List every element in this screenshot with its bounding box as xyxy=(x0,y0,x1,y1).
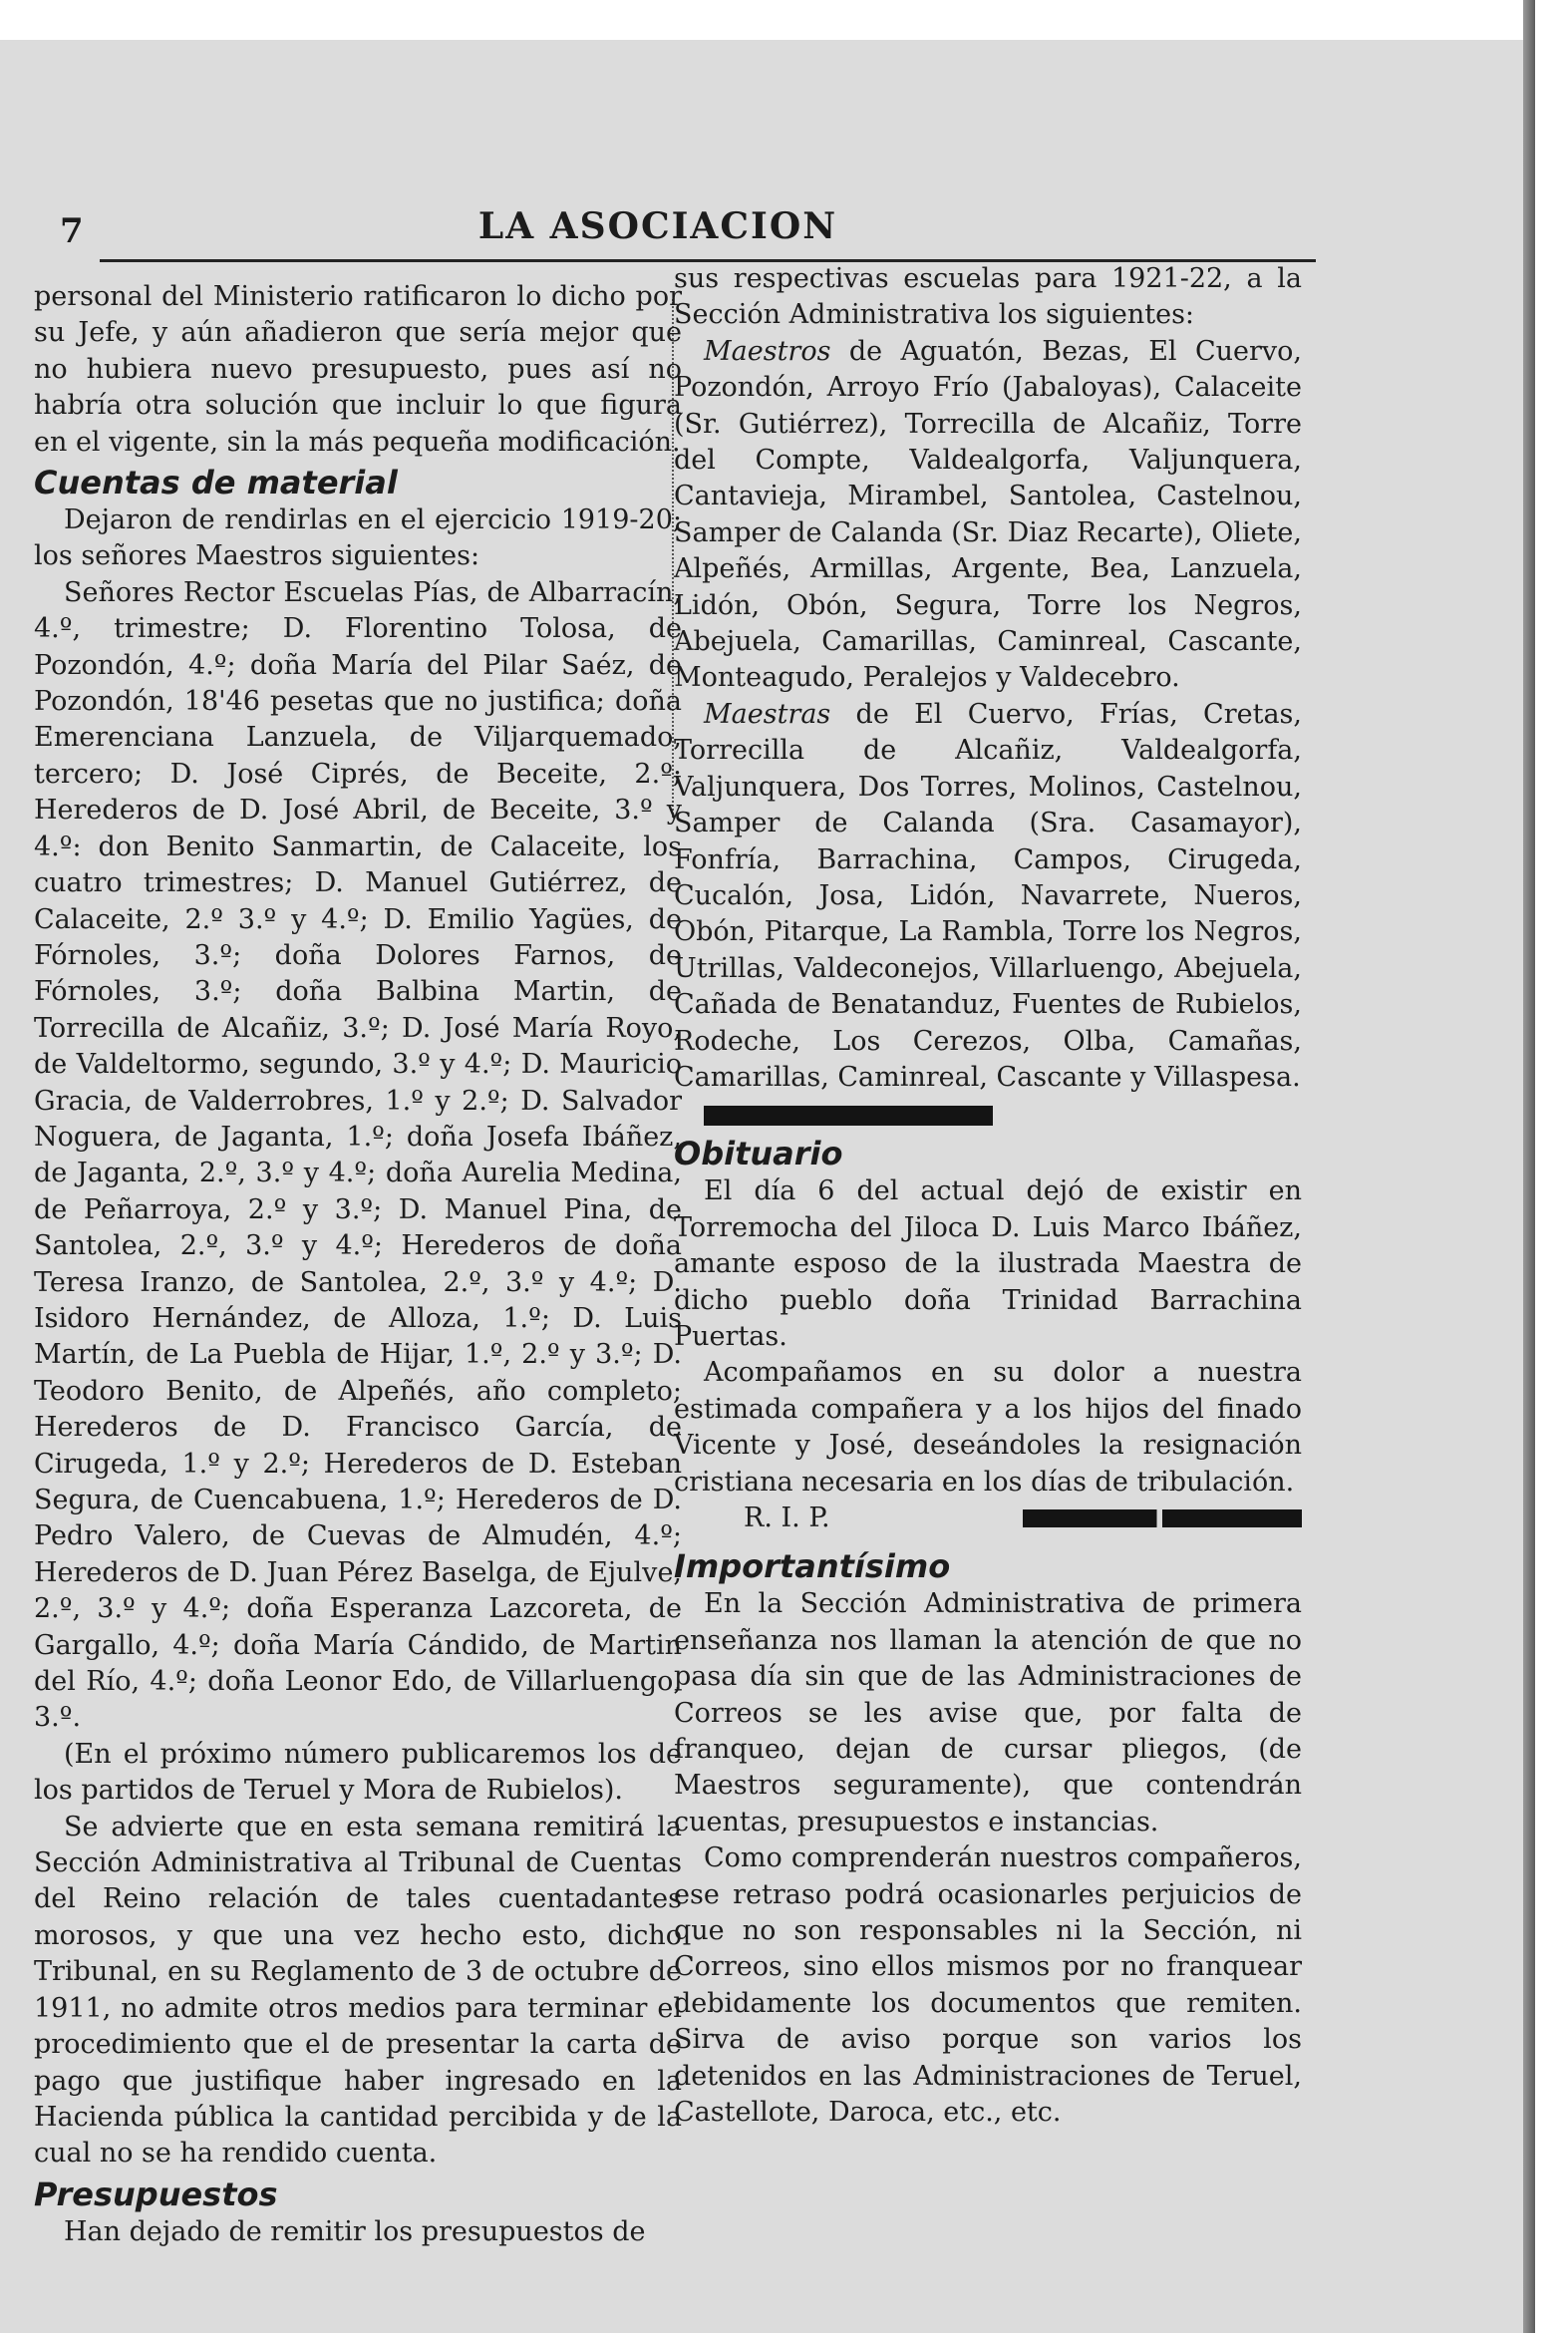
paragraph: Acompañamos en su dolor a nuestra estimada compañera y a los hijos del finado Vicente y José, deseándoles la resignación cristiana necesaria en los días de tribulación. xyxy=(674,1357,1302,1498)
paragraph: personal del Ministerio ratificaron lo dicho por su Jefe, y aún añadieron que sería mejor que no hubiera nuevo presupuesto, pues así no habría otra solución que incluir lo que figura en el vigente, sin la más pequeña modificación. xyxy=(34,281,682,458)
maestros-label: Maestros xyxy=(704,335,831,367)
left-column xyxy=(34,279,682,2250)
right-column xyxy=(674,261,1302,2132)
paragraph: Señores Rector Escuelas Pías, de Albarracín, 4.º, trimestre; D. Florentino Tolosa, de Pozondón, 4.º; doña María del Pilar Saéz, de Pozondón, 18'46 pesetas que no justifica; doña Emerenciana Lanzuela, de Viljarquemado, tercero; D. José Ciprés, de Beceite, 2.º; Herederos de D. José Abril, de Beceite, 3.º y 4.º: don Benito Sanmartin, de Calaceite, los cuatro trimestres; D. Manuel Gutiérrez, de Calaceite, 2.º 3.º y 4.º; D. Emilio Yagües, de Fórnoles, 3.º; doña Dolores Farnos, de Fórnoles, 3.º; doña Balbina Martin, de Torrecilla de Alcañiz, 3.º; D. José María Royo, de Valdeltormo, segundo, 3.º y 4.º; D. Mauricio Gracia, de Valderrobres, 1.º y 2.º; D. Salvador Noguera, de Jaganta, 1.º; doña Josefa Ibáñez, de Jaganta, 2.º, 3.º y 4.º; doña Aurelia Medina, de Peñarroya, 2.º y 3.º; D. Manuel Pina, de Santolea, 2.º, 3.º y 4.º; Herederos de doña Teresa Iranzo, de Santolea, 2.º, 3.º y 4.º; D. Isidoro Hernández, de Alloza, 1.º; D. Luis Martín, de La Puebla de Hijar, 1.º, 2.º y 3.º; D. Teodoro Benito, de Alpeñés, año completo; Herederos de D. Francisco García, de Cirugeda, 1.º y 2.º; Herederos de D. Esteban Segura, de Cuencabuena, 1.º; Herederos de D. Pedro Valero, de Cuevas de Almudén, 4.º; Herederos de D. Juan Pérez Baselga, de Ejulve, 2.º, 3.º y 4.º; doña Esperanza Lazcoreta, de Gargallo, 4.º; doña María Cándido, de Martin del Río, 4.º; doña Leonor Edo, de Villarluengo, 3.º. xyxy=(34,576,682,1734)
paragraph: Como comprenderán nuestros compañeros, ese retraso podrá ocasionarles perjuicios de que no son responsables ni la Sección, ni Correos, sino ellos mismos por no franquear debidamente los documentos que remiten. Sirva de aviso porque son varios los detenidos en las Administraciones de Teruel, Castellote, Daroca, etc., etc. xyxy=(674,1842,1302,2129)
separator-bar xyxy=(704,1106,993,1126)
section-heading-obituario: Obituario xyxy=(674,1135,843,1173)
section-heading-presupuestos: Presupuestos xyxy=(34,2174,278,2213)
separator-bar xyxy=(1023,1509,1302,1527)
maestras-list: de El Cuervo, Frías, Cretas, Torrecilla de Alcañiz, Valdealgorfa, Valjunquera, Dos Torres, Molinos, Castelnou, Samper de Calanda (Sra. Casamayor), Fonfría, Barrachina, Campos, Cirugeda, Cucalón, Josa, Lidón, Navarrete, Nueros, Obón, Pitarque, La Rambla, Torre los Negros, Utrillas, Valdeconejos, Villarluengo, Abejuela, Cañada de Benatanduz, Fuentes de Rubielos, Rodeche, Los Cerezos, Olba, Camañas, Camarillas, Caminreal, Cascante y Villaspesa. xyxy=(674,698,1302,1093)
maestros-list: de Aguatón, Bezas, El Cuervo, Pozondón, Arroyo Frío (Jabaloyas), Calaceite (Sr. Gutiérrez), Torrecilla de Alcañiz, Torre del Compte, Valdealgorfa, Valjunquera, Cantavieja, Mirambel, Santolea, Castelnou, Samper de Calanda (Sr. Diaz Recarte), Oliete, Alpeñés, Armillas, Argente, Bea, Lanzuela, Lidón, Obón, Segura, Torre los Negros, Abejuela, Camarillas, Caminreal, Cascante, Monteagudo, Peralejos y Valdecebro. xyxy=(674,335,1302,694)
paragraph: Han dejado de remitir los presupuestos de xyxy=(64,2215,646,2247)
page-header xyxy=(40,199,1276,249)
paragraph: El día 6 del actual dejó de existir en Torremocha del Jiloca D. Luis Marco Ibáñez, amante esposo de la ilustrada Maestra de dicho pueblo doña Trinidad Barrachina Puertas. xyxy=(674,1175,1302,1352)
rip-row xyxy=(674,1501,1302,1536)
paragraph: Dejaron de rendirlas en el ejercicio 1919-20; los señores Maestros siguientes: xyxy=(34,504,682,572)
paper-edge xyxy=(1523,0,1535,2333)
page-number: 7 xyxy=(60,211,84,251)
section-heading-importantisimo: Importantísimo xyxy=(674,1547,951,1586)
paragraph: (En el próximo número publicaremos los de los partidos de Teruel y Mora de Rubielos). xyxy=(34,1738,682,1807)
paragraph: sus respectivas escuelas para 1921-22, a la Sección Administrativa los siguientes: xyxy=(674,263,1302,331)
paragraph: En la Sección Administrativa de primera enseñanza nos llaman la atención de que no pasa día sin que de las Administraciones de Correos se les avise que, por falta de franqueo, dejan de cursar pliegos, (de Maestros seguramente), que contendrán cuentas, presupuestos e instancias. xyxy=(674,1588,1302,1838)
paragraph-maestros xyxy=(674,334,1302,697)
section-heading-cuentas: Cuentas de material xyxy=(34,464,398,502)
masthead-title: LA ASOCIACION xyxy=(477,205,838,247)
paragraph-maestras xyxy=(674,697,1302,1096)
rip-text: R. I. P. xyxy=(744,1503,830,1533)
paragraph: Se advierte que en esta semana remitirá la Sección Administrativa al Tribunal de Cuentas del Reino relación de tales cuentadantes morosos, y que una vez hecho esto, dicho Tribunal, en su Reglamento de 3 de octubre de 1911, no admite otros medios para terminar el procedimiento que el de presentar la carta de pago que justifique haber ingresado en la Hacienda pública la cantidad percibida y de la cual no se ha rendido cuenta. xyxy=(34,1811,682,2170)
maestras-label: Maestras xyxy=(704,698,831,730)
